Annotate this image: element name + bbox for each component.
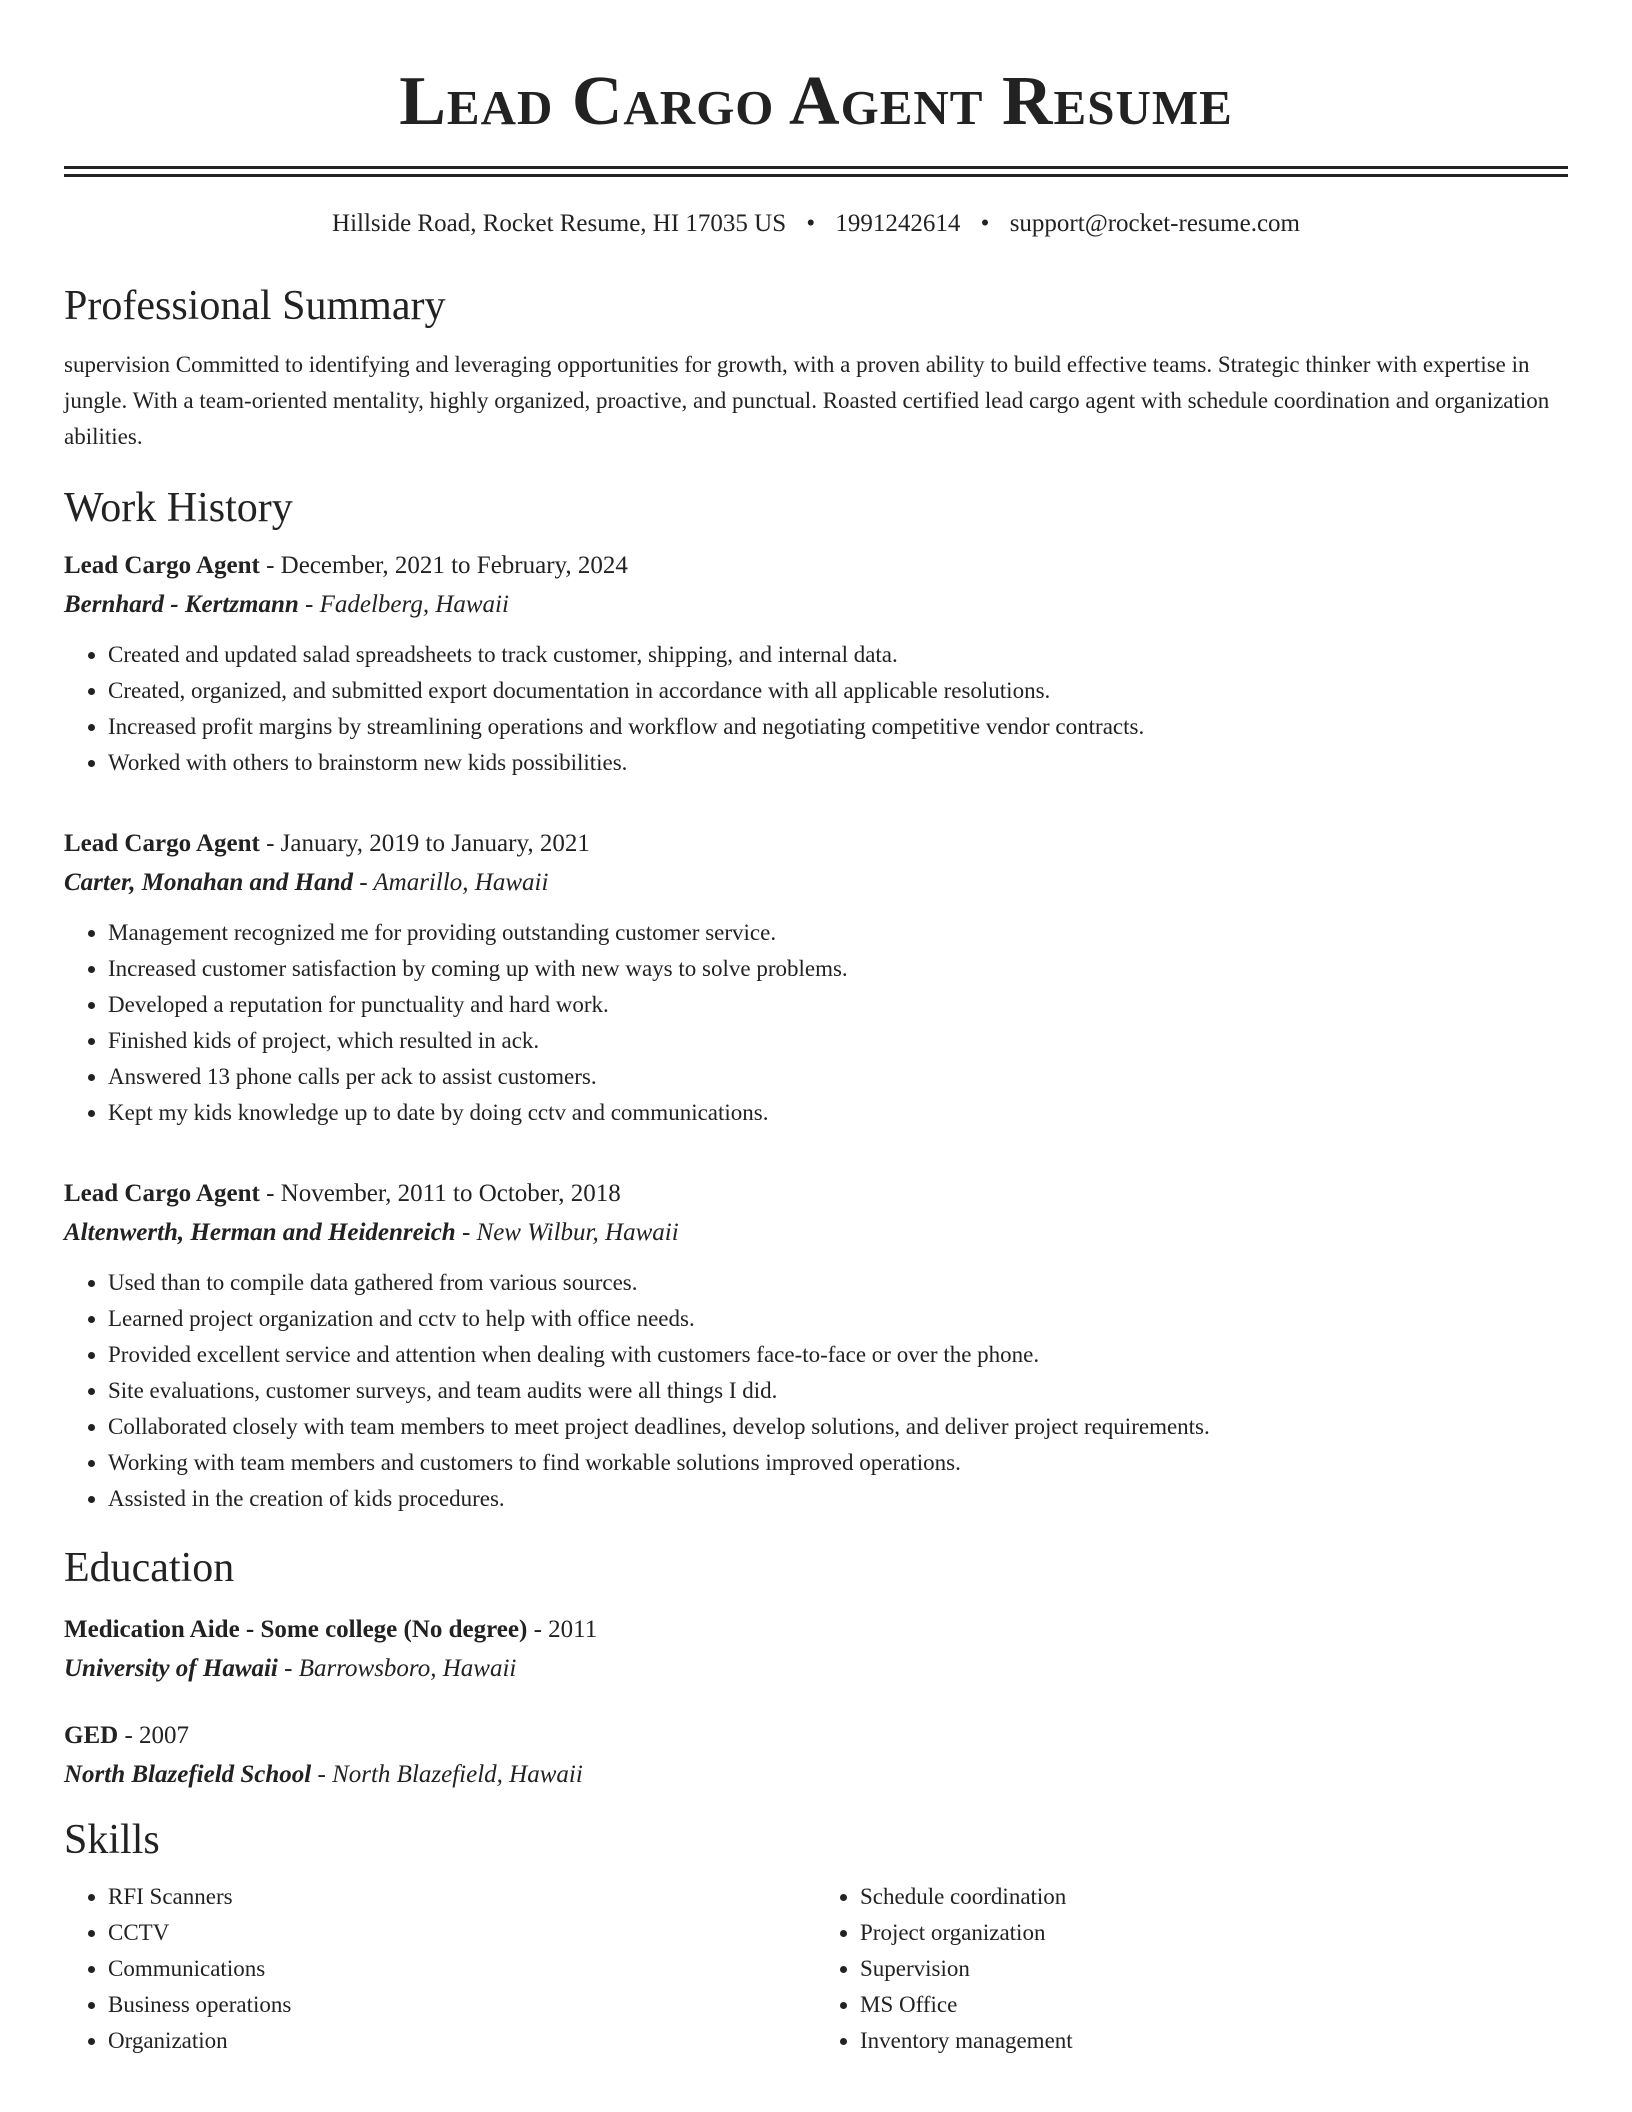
skill-item: • Project organization <box>860 1915 1568 1951</box>
education-year: - 2011 <box>527 1616 598 1643</box>
job-header <box>64 825 1568 863</box>
job-bullet: • Site evaluations, customer surveys, and team audits were all things I did. <box>108 1373 1568 1409</box>
contact-address: Hillside Road, Rocket Resume, HI 17035 US <box>332 210 787 237</box>
job-dates: - January, 2019 to January, 2021 <box>259 830 590 857</box>
education-year: - 2007 <box>118 1722 190 1749</box>
job-entry <box>64 1175 1568 1517</box>
education-degree: GED <box>64 1722 119 1749</box>
job-bullets <box>64 915 1568 1131</box>
skills-heading: Skills <box>64 1817 160 1863</box>
education-entry <box>64 1611 1568 1689</box>
skill-item: • CCTV <box>108 1915 816 1951</box>
page-title: Lead Cargo Agent Resume <box>399 63 1233 140</box>
job-role: Lead Cargo Agent <box>64 552 260 579</box>
education-school: North Blazefield School <box>64 1761 312 1788</box>
skill-item: • Supervision <box>860 1951 1568 1987</box>
job-bullet: • Working with team members and customers to find workable solutions improved operations. <box>108 1445 1568 1481</box>
skill-item: • MS Office <box>860 1987 1568 2023</box>
work-history-heading: Work History <box>64 485 293 531</box>
skill-item: • Organization <box>108 2023 816 2059</box>
job-dates: - November, 2011 to October, 2018 <box>259 1180 621 1207</box>
job-company: Altenwerth, Herman and Heidenreich <box>64 1219 456 1246</box>
skill-item: • Communications <box>108 1951 816 1987</box>
job-entry <box>64 825 1568 1131</box>
education-heading: Education <box>64 1545 235 1591</box>
job-bullet: • Increased profit margins by streamlining operations and workflow and negotiating competitive vendor contracts. <box>108 709 1568 745</box>
contact-line <box>64 209 1568 239</box>
education-degree: Medication Aide - Some college (No degree) <box>64 1616 528 1643</box>
job-bullet: • Created and updated salad spreadsheets to track customer, shipping, and internal data. <box>108 637 1568 673</box>
education-location: - Barrowsboro, Hawaii <box>277 1655 517 1682</box>
education-location: - North Blazefield, Hawaii <box>311 1761 583 1788</box>
job-company: Carter, Monahan and Hand <box>64 869 353 896</box>
skill-item: • Inventory management <box>860 2023 1568 2059</box>
job-bullet: • Developed a reputation for punctuality and hard work. <box>108 987 1568 1023</box>
job-dates: - December, 2021 to February, 2024 <box>259 552 628 579</box>
summary-text: supervision Committed to identifying and leveraging opportunities for growth, with a proven ability to build effective teams. Strategic thinker with expertise in jungle. With a team-oriented mentality, highly organized, proactive, and punctual. Roasted certified lead cargo agent with schedule coordination and organization abilities. <box>64 352 1550 449</box>
job-bullet: • Kept my kids knowledge up to date by doing cctv and communications. <box>108 1095 1568 1131</box>
job-bullet: • Assisted in the creation of kids procedures. <box>108 1481 1568 1517</box>
job-bullet: • Management recognized me for providing outstanding customer service. <box>108 915 1568 951</box>
education-header <box>64 1611 1568 1649</box>
contact-phone: 1991242614 <box>835 210 961 237</box>
job-role: Lead Cargo Agent <box>64 830 260 857</box>
job-bullet: • Answered 13 phone calls per ack to assist customers. <box>108 1059 1568 1095</box>
job-bullet: • Finished kids of project, which resulted in ack. <box>108 1023 1568 1059</box>
job-bullet: • Provided excellent service and attention when dealing with customers face-to-face or over the phone. <box>108 1337 1568 1373</box>
education-school: University of Hawaii <box>64 1655 278 1682</box>
skill-item: • Business operations <box>108 1987 816 2023</box>
job-company-line <box>64 1213 1568 1253</box>
job-location: - Amarillo, Hawaii <box>353 869 549 896</box>
job-company-line <box>64 863 1568 903</box>
job-bullet: • Learned project organization and cctv to help with office needs. <box>108 1301 1568 1337</box>
job-role: Lead Cargo Agent <box>64 1180 260 1207</box>
education-entry <box>64 1717 1568 1795</box>
job-bullets <box>64 1265 1568 1517</box>
job-company-line <box>64 585 1568 625</box>
job-location: - New Wilbur, Hawaii <box>455 1219 679 1246</box>
job-company: Bernhard - Kertzmann <box>64 591 299 618</box>
summary-heading: Professional Summary <box>64 283 446 329</box>
skills-list-right <box>816 1879 1568 2059</box>
job-bullet: • Used than to compile data gathered from various sources. <box>108 1265 1568 1301</box>
job-header <box>64 547 1568 585</box>
contact-email: support@rocket-resume.com <box>1009 210 1300 237</box>
skill-item: • Schedule coordination <box>860 1879 1568 1915</box>
job-bullet: • Increased customer satisfaction by coming up with new ways to solve problems. <box>108 951 1568 987</box>
title-divider <box>64 166 1568 177</box>
skill-item: • RFI Scanners <box>108 1879 816 1915</box>
job-bullet: • Collaborated closely with team members to meet project deadlines, develop solutions, and deliver project requirements. <box>108 1409 1568 1445</box>
job-bullets <box>64 637 1568 781</box>
contact-separator: • <box>980 210 990 237</box>
skills-columns <box>64 1879 1568 2059</box>
education-header <box>64 1717 1568 1755</box>
job-location: - Fadelberg, Hawaii <box>298 591 509 618</box>
education-school-line <box>64 1755 1568 1795</box>
job-bullet: • Worked with others to brainstorm new kids possibilities. <box>108 745 1568 781</box>
job-header <box>64 1175 1568 1213</box>
education-school-line <box>64 1649 1568 1689</box>
contact-separator: • <box>806 210 816 237</box>
job-bullet: • Created, organized, and submitted export documentation in accordance with all applicable resolutions. <box>108 673 1568 709</box>
skills-list-left <box>64 1879 816 2059</box>
job-entry <box>64 547 1568 781</box>
